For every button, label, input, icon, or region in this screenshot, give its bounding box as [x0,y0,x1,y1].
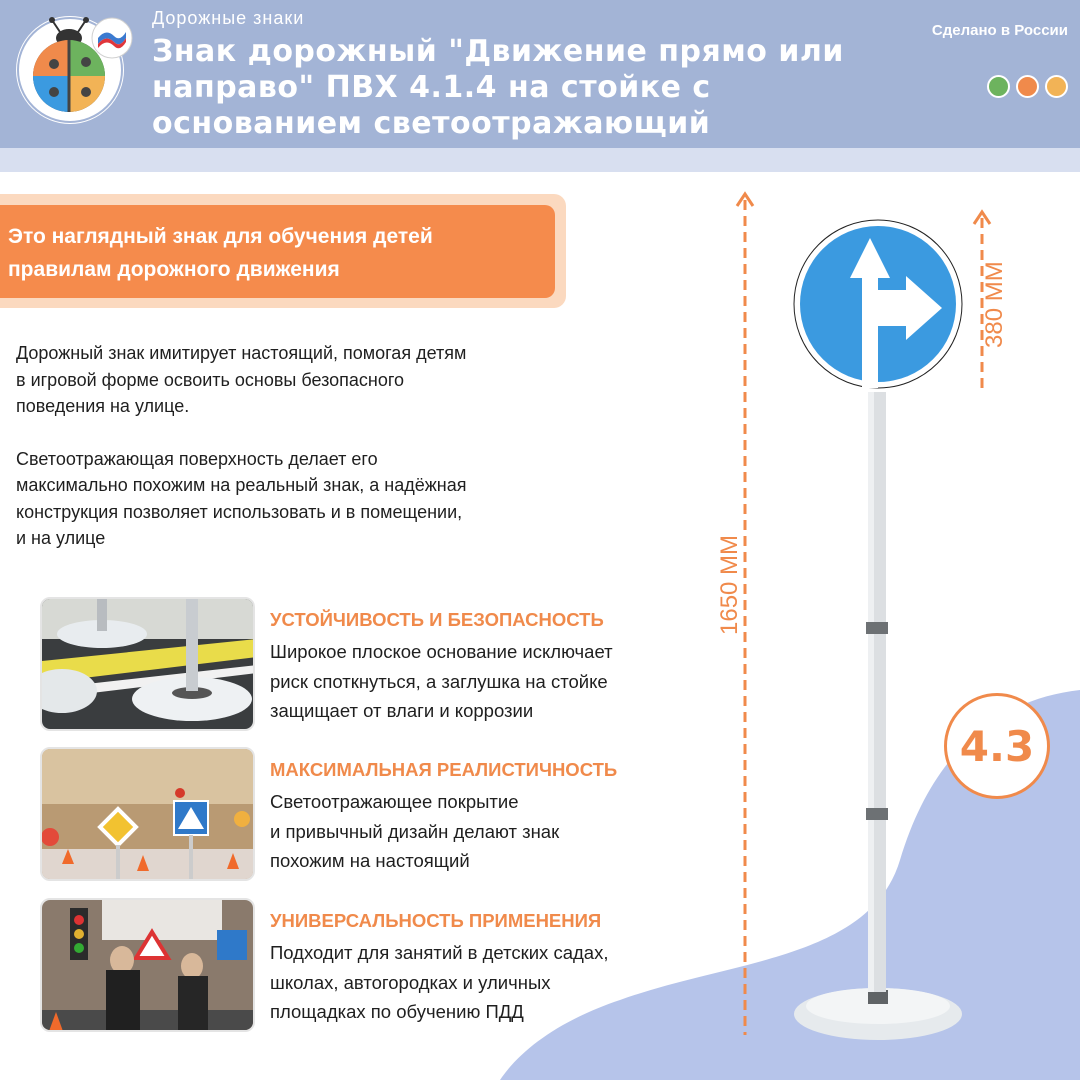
feature-title: МАКСИМАЛЬНАЯ РЕАЛИСТИЧНОСТЬ [270,759,618,780]
text-line: в игровой форме освоить основы безопасного [16,369,405,390]
title-line: направо" ПВХ 4.1.4 на стойке с [152,70,711,105]
height-label: 1650 ММ [716,534,743,635]
sign-number-badge [944,693,1050,799]
text-line: и привычный дизайн делают знак [270,820,560,842]
callout-line: Это наглядный знак для обучения детей [8,225,433,248]
text-line: Светоотражающее покрытие [270,791,519,812]
title-line: основанием светоотражающий [152,106,711,141]
text-line: Светоотражающая поверхность делает его [16,448,378,469]
text-line: похожим на настоящий [270,850,470,871]
feature-title: УСТОЙЧИВОСТЬ И БЕЗОПАСНОСТЬ [270,609,604,630]
text-line: Подходит для занятий в детских садах, [270,942,609,963]
text-line: защищает от влаги и коррозии [270,700,534,721]
text-line: риск споткнуться, а заглушка на стойке [270,670,608,692]
text-line: площадках по обучению ПДД [270,1001,524,1022]
text-line: школах, автогородках и уличных [270,971,551,993]
title-line: Знак дорожный "Движение прямо или [152,34,844,69]
text-line: поведения на улице. [16,396,190,416]
text-line: конструкция позволяет использовать и в помещении, [16,501,463,522]
text-line: и на улице [16,528,106,548]
text-line: максимально похожим на реальный знак, а надёжная [16,475,467,495]
feature-title: УНИВЕРСАЛЬНОСТЬ ПРИМЕНЕНИЯ [270,910,602,931]
badge-number: 4.3 [959,721,1035,771]
text-line: Широкое плоское основание исключает [270,641,613,662]
category-label: Дорожные знаки [152,8,305,28]
callout-line: правилам дорожного движения [8,258,340,281]
text-line: Дорожный знак имитирует настоящий, помогая детям [16,343,467,363]
made-in-russia-label: Сделано в России [931,22,1068,39]
sign-size-label: 380 ММ [981,261,1008,348]
